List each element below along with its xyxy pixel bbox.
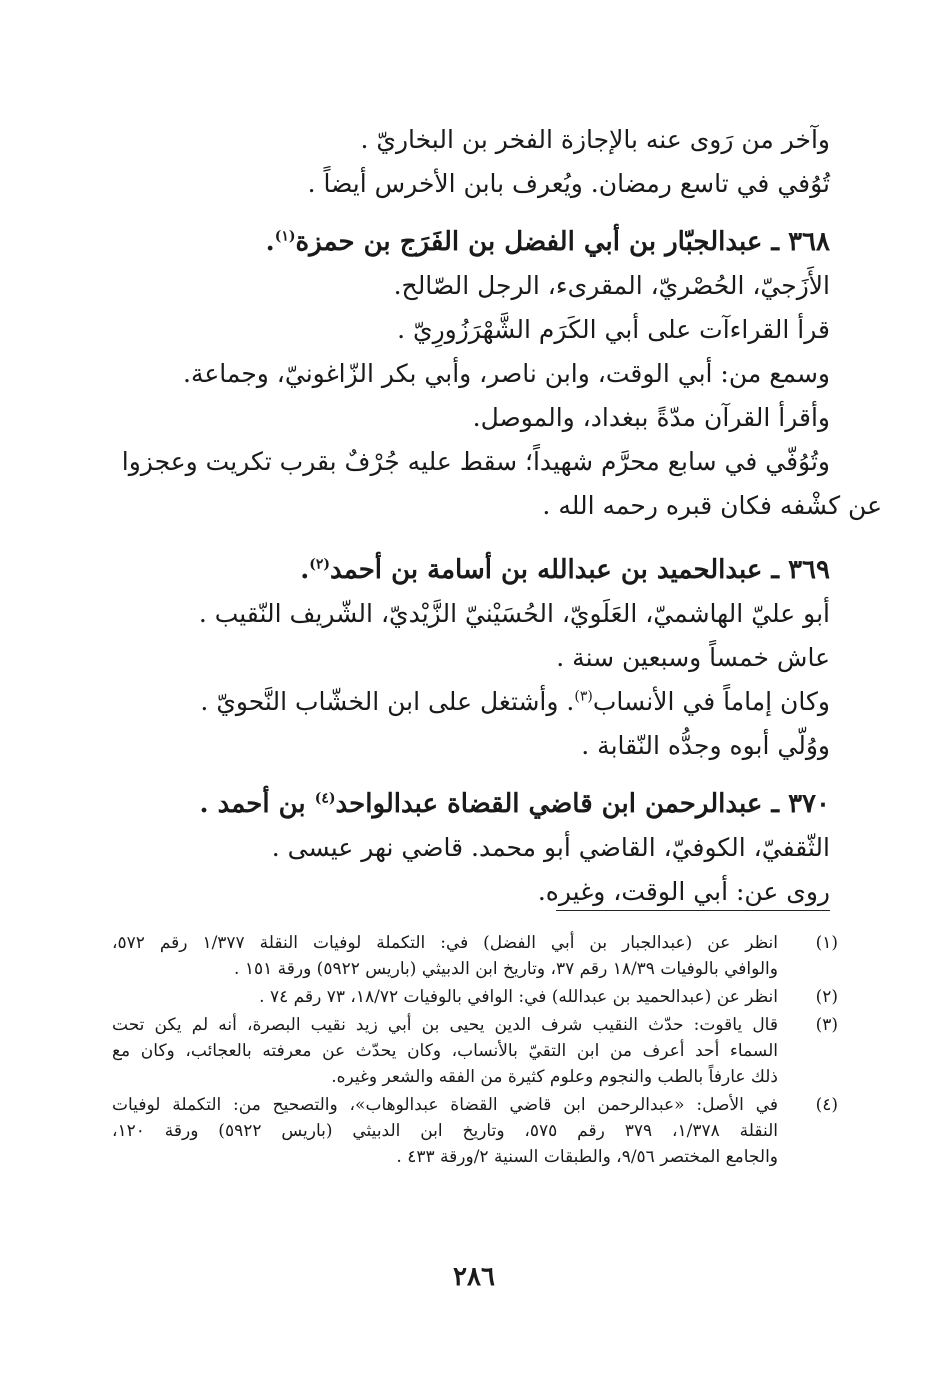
footnote-2 [112,984,838,1010]
text-line: وتُوُفّي في سابع محرَّم شهيداً؛ سقط عليه جُرْفٌ بقرب تكريت وعجزوا [121,447,830,476]
footnotes [112,930,838,1172]
footnote-ref: (٣) [574,688,593,705]
footnote-number: (٣) [815,1015,838,1035]
entry-heading-text: ٣٧٠ ـ عبدالرحمن ابن قاضي القضاة عبدالواحد [335,789,830,819]
text-line: الأَزَجيّ، الحُصْريّ، المقرىء، الرجل الصّالح. [393,271,830,300]
text-line: وسمع من: أبي الوقت، وابن ناصر، وأبي بكر الزّاغونيّ، وجماعة. [183,359,830,388]
entry-heading-368 [100,220,830,264]
footnote-ref: (٤) [314,790,336,807]
text-line: قرأ القراءآت على أبي الكَرَم الشَّهْرَزُورِيّ . [397,315,830,344]
footnote-line: والوافي بالوفيات ١٨/٣٩ رقم ٣٧، وتاريخ ابن الدبيثي (باريس ٥٩٢٢) ورقة ١٥١ . [234,959,778,979]
footnote-line: والجامع المختصر ٩/٥٦، والطبقات السنية ٢/ورقة ٤٣٣ . [396,1147,778,1167]
text-line: تُوُفي في تاسع رمضان. ويُعرف بابن الأخرس أيضاً . [307,169,830,198]
entry-heading-370 [100,782,830,826]
footnote-number: (٢) [815,987,838,1007]
text-line: الثّقفيّ، الكوفيّ، القاضي أبو محمد. قاضي نهر عيسى . [271,833,830,862]
text-segment: وكان إماماً في الأنساب [592,687,830,716]
text-segment: . وأشتغل على ابن الخشّاب النَّحويّ . [200,687,575,716]
entry-heading-text: ٣٦٨ ـ عبدالجبّار بن أبي الفضل بن الفَرَج بن حمزة [295,227,830,257]
heading-trailing-dot: . [265,227,275,257]
footnote-ref: (٢) [309,556,331,573]
text-line: أبو عليّ الهاشميّ، العَلَويّ، الحُسَيْنيّ الزَّيْديّ، الشّريف النّقيب . [198,599,830,628]
footnote-line: انظر عن (عبدالجبار بن أبي الفضل) في: التكملة لوفيات النقلة ١/٣٧٧ رقم ٥٧٢، [112,933,778,953]
footnote-3 [112,1012,838,1090]
page-number: ٢٨٦ [453,1262,495,1292]
heading-trailing-dot: . [300,555,310,585]
text-line: وأقرأ القرآن مدّةً ببغداد، والموصل. [472,403,830,432]
entry-heading-tail: بن أحمد . [199,789,306,819]
footnote-1 [112,930,838,982]
footnote-line: انظر عن (عبدالحميد بن عبدالله) في: الوافي بالوفيات ١٨/٧٢، ٧٣ رقم ٧٤ . [259,987,778,1007]
entry-heading-text: ٣٦٩ ـ عبدالحميد بن عبدالله بن أسامة بن أحمد [330,555,830,585]
footnote-line: النقلة ١/٣٧٨، ٣٧٩ رقم ٥٧٥، وتاريخ ابن الدبيثي (باريس ٥٩٢٢) ورقة ١٢٠، [112,1121,778,1141]
footnote-line: السماء أحد أعرف من ابن التقيّ بالأنساب، وكان يحدّث عن معرفته بالعجائب، وكان مع [112,1041,778,1061]
footnote-line: في الأصل: «عبدالرحمن ابن قاضي القضاة عبدالوهاب»، والتصحيح من: التكملة لوفيات [112,1095,778,1115]
text-line: روى عن: أبي الوقت، وغيره. [537,877,830,906]
text-line-with-ref [100,680,830,724]
footnote-divider [556,910,830,911]
footnote-line: ذلك عارفاً بالطب والنجوم وعلوم كثيرة من الفقه والشعر وغيره. [331,1067,778,1087]
footnote-number: (١) [815,933,838,953]
footnote-number: (٤) [815,1095,838,1115]
text-line: عن كشْفه فكان قبره رحمه الله . [542,491,882,520]
text-line: وآخر من رَوى عنه بالإجازة الفخر بن البخاريّ . [360,125,830,154]
text-line: عاش خمساً وسبعين سنة . [556,643,830,672]
entry-heading-369 [100,548,830,592]
spacer [100,528,830,548]
footnote-4 [112,1092,838,1170]
footnote-ref: (١) [274,228,296,245]
text-line: ووُلّي أبوه وجدُّه النّقابة . [581,731,830,760]
spacer [100,206,830,220]
main-text [100,118,882,914]
spacer [100,768,830,782]
footnote-line: قال ياقوت: حدّث النقيب شرف الدين يحيى بن أبي زيد نقيب البصرة، أنه لم يكن تحت [112,1015,778,1035]
